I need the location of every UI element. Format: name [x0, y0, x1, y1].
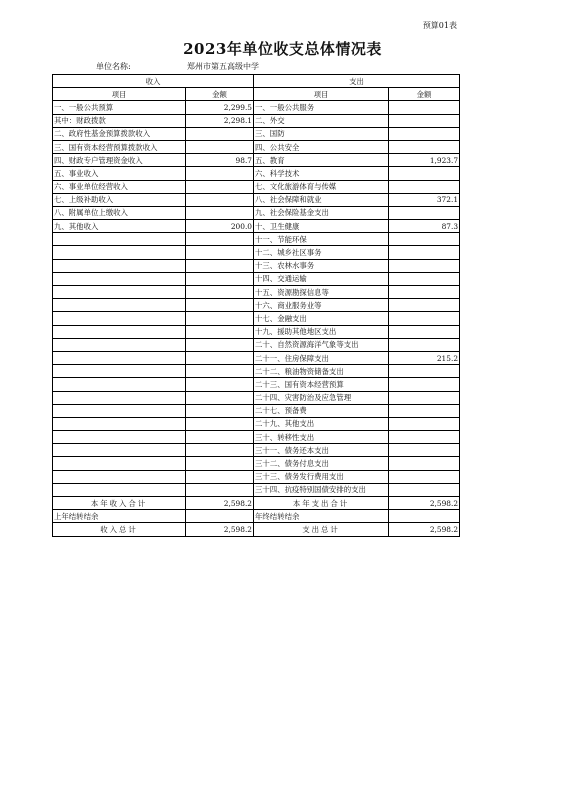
- table-body: [53, 101, 460, 497]
- expense-amount-cell: [389, 259, 460, 272]
- income-amount-cell: [186, 127, 254, 140]
- income-amount-cell: [186, 404, 254, 417]
- expense-amount-cell: [389, 206, 460, 219]
- income-amount-cell: [186, 259, 254, 272]
- income-amount-cell: [186, 299, 254, 312]
- expense-item-cell: 二十、自然资源海洋气象等支出: [254, 338, 389, 351]
- expense-amount-cell: [389, 299, 460, 312]
- expense-item-cell: 二十二、粮油物资储备支出: [254, 365, 389, 378]
- expense-item-cell: 一、一般公共服务: [254, 101, 389, 114]
- income-amount-cell: 2,299.5: [186, 101, 254, 114]
- table-row: [53, 167, 460, 180]
- income-item-cell: 六、事业单位经营收入: [53, 180, 186, 193]
- income-amount-cell: [186, 338, 254, 351]
- expense-amount-cell: [389, 470, 460, 483]
- expense-item-cell: 二十七、预备费: [254, 404, 389, 417]
- table-row: [53, 206, 460, 219]
- expense-item-cell: 十九、援助其他地区支出: [254, 325, 389, 338]
- expense-amount-cell: [389, 114, 460, 127]
- expense-amount-cell: 1,923.7: [389, 154, 460, 167]
- budget-table: [52, 74, 460, 537]
- income-item-cell: [53, 365, 186, 378]
- income-item-cell: [53, 272, 186, 285]
- income-amount-cell: [186, 417, 254, 430]
- expense-amount-cell: [389, 233, 460, 246]
- expense-item-cell: 二十九、其他支出: [254, 417, 389, 430]
- income-item-cell: [53, 444, 186, 457]
- year-expense-label: 本年支出合计: [254, 497, 389, 510]
- income-item-cell: [53, 417, 186, 430]
- expense-amount-cell: [389, 286, 460, 299]
- income-item-cell: [53, 351, 186, 364]
- income-item-cell: [53, 391, 186, 404]
- income-amount-cell: [186, 167, 254, 180]
- expense-amount-cell: [389, 246, 460, 259]
- income-amount-cell: [186, 272, 254, 285]
- income-item-cell: [53, 431, 186, 444]
- income-item-cell: [53, 325, 186, 338]
- table-row: [53, 114, 460, 127]
- expense-item-cell: 十、卫生健康: [254, 220, 389, 233]
- expense-amount-cell: [389, 431, 460, 444]
- expense-amount-cell: [389, 140, 460, 153]
- expense-amount-cell: [389, 378, 460, 391]
- expense-item-cell: 十六、商业服务业等: [254, 299, 389, 312]
- income-item-cell: [53, 338, 186, 351]
- page-title: 2023年单位收支总体情况表: [183, 40, 382, 58]
- income-item-cell: [53, 299, 186, 312]
- income-amount-cell: [186, 470, 254, 483]
- expense-amount-cell: [389, 404, 460, 417]
- income-amount-cell: [186, 140, 254, 153]
- income-amount-cell: [186, 457, 254, 470]
- income-amount-cell: [186, 483, 254, 496]
- table-row: [53, 457, 460, 470]
- expense-amount-cell: [389, 272, 460, 285]
- table-row: [53, 233, 460, 246]
- section-header-row: [53, 75, 460, 88]
- income-amount-cell: [186, 286, 254, 299]
- expense-item-cell: 二十四、灾害防治及应急管理: [254, 391, 389, 404]
- table-row: [53, 431, 460, 444]
- income-item-cell: [53, 483, 186, 496]
- income-item-cell: [53, 470, 186, 483]
- total-expense-amount: 2,598.2: [389, 523, 460, 536]
- expense-amount-cell: [389, 365, 460, 378]
- table-row: [53, 470, 460, 483]
- table-row: [53, 444, 460, 457]
- income-header: 收入: [53, 75, 254, 88]
- expense-amount-cell: [389, 325, 460, 338]
- table-row: [53, 338, 460, 351]
- expense-amount-cell: 215.2: [389, 351, 460, 364]
- table-row: [53, 365, 460, 378]
- income-amount-cell: [186, 351, 254, 364]
- income-amount-cell: 98.7: [186, 154, 254, 167]
- expense-item-cell: 二十三、国有资本经营预算: [254, 378, 389, 391]
- expense-item-cell: 九、社会保险基金支出: [254, 206, 389, 219]
- total-income-label: 收入总计: [53, 523, 186, 536]
- year-income-label: 本年收入合计: [53, 497, 186, 510]
- income-item-cell: 二、政府性基金预算拨款收入: [53, 127, 186, 140]
- table-row: [53, 378, 460, 391]
- expense-header: 支出: [254, 75, 460, 88]
- income-item-cell: 七、上级补助收入: [53, 193, 186, 206]
- income-amount-cell: [186, 233, 254, 246]
- income-amount-cell: [186, 431, 254, 444]
- table-row: [53, 325, 460, 338]
- total-expense-label: 支出总计: [254, 523, 389, 536]
- income-amount-cell: [186, 378, 254, 391]
- expense-item-cell: 二、外交: [254, 114, 389, 127]
- carryover-row: [53, 510, 460, 523]
- unit-label: 单位名称:: [96, 62, 131, 71]
- table-row: [53, 140, 460, 153]
- income-item-cell: 其中：财政拨款: [53, 114, 186, 127]
- income-item-cell: 五、事业收入: [53, 167, 186, 180]
- income-item-cell: [53, 312, 186, 325]
- income-item-cell: 九、其他收入: [53, 220, 186, 233]
- income-item-cell: 三、国有资本经营预算拨款收入: [53, 140, 186, 153]
- table-row: [53, 483, 460, 496]
- income-item-cell: 四、财政专户管理资金收入: [53, 154, 186, 167]
- expense-amount-cell: 87.3: [389, 220, 460, 233]
- income-amount-header: 金额: [186, 88, 254, 101]
- income-item-cell: [53, 259, 186, 272]
- income-amount-cell: [186, 325, 254, 338]
- expense-item-cell: 三、国防: [254, 127, 389, 140]
- income-amount-cell: [186, 206, 254, 219]
- table-row: [53, 272, 460, 285]
- table-row: [53, 101, 460, 114]
- table-row: [53, 404, 460, 417]
- expense-amount-cell: [389, 127, 460, 140]
- expense-amount-cell: [389, 391, 460, 404]
- column-header-row: [53, 88, 460, 101]
- table-row: [53, 286, 460, 299]
- income-amount-cell: [186, 365, 254, 378]
- table-row: [53, 417, 460, 430]
- table-row: [53, 246, 460, 259]
- expense-amount-cell: [389, 167, 460, 180]
- year-total-row: [53, 497, 460, 510]
- income-amount-cell: [186, 391, 254, 404]
- expense-item-cell: 十五、资源勘探信息等: [254, 286, 389, 299]
- table-row: [53, 154, 460, 167]
- expense-amount-cell: [389, 312, 460, 325]
- expense-amount-cell: [389, 180, 460, 193]
- income-amount-cell: 2,298.1: [186, 114, 254, 127]
- carryover-income-label: 上年结转结余: [53, 510, 186, 523]
- income-item-cell: 八、附属单位上缴收入: [53, 206, 186, 219]
- income-item-cell: [53, 404, 186, 417]
- expense-item-cell: 四、公共安全: [254, 140, 389, 153]
- expense-amount-cell: [389, 338, 460, 351]
- totals-body: [53, 497, 460, 537]
- table-row: [53, 180, 460, 193]
- expense-item-cell: 三十、转移性支出: [254, 431, 389, 444]
- table-row: [53, 259, 460, 272]
- unit-value: 郑州市第五高级中学: [187, 62, 259, 71]
- expense-item-cell: 十三、农林水事务: [254, 259, 389, 272]
- expense-item-cell: 十二、城乡社区事务: [254, 246, 389, 259]
- expense-amount-cell: 372.1: [389, 193, 460, 206]
- income-amount-cell: [186, 193, 254, 206]
- income-amount-cell: [186, 246, 254, 259]
- year-income-amount: 2,598.2: [186, 497, 254, 510]
- expense-item-cell: 八、社会保障和就业: [254, 193, 389, 206]
- income-amount-cell: [186, 312, 254, 325]
- table-row: [53, 220, 460, 233]
- income-amount-cell: [186, 180, 254, 193]
- expense-amount-cell: [389, 444, 460, 457]
- year-expense-amount: 2,598.2: [389, 497, 460, 510]
- expense-item-cell: 七、文化旅游体育与传媒: [254, 180, 389, 193]
- table-row: [53, 127, 460, 140]
- expense-item-cell: 十一、节能环保: [254, 233, 389, 246]
- expense-item-cell: 二十一、住房保障支出: [254, 351, 389, 364]
- expense-item-cell: 三十三、债务发行费用支出: [254, 470, 389, 483]
- expense-item-cell: 六、科学技术: [254, 167, 389, 180]
- table-row: [53, 299, 460, 312]
- income-amount-cell: [186, 444, 254, 457]
- expense-item-cell: 三十二、债务付息支出: [254, 457, 389, 470]
- income-item-cell: [53, 286, 186, 299]
- expense-amount-cell: [389, 483, 460, 496]
- income-item-cell: 一、一般公共预算: [53, 101, 186, 114]
- carryover-income-amount: [186, 510, 254, 523]
- income-item-cell: [53, 233, 186, 246]
- expense-amount-cell: [389, 101, 460, 114]
- expense-item-cell: 三十一、债务还本支出: [254, 444, 389, 457]
- table-row: [53, 351, 460, 364]
- grand-total-row: [53, 523, 460, 536]
- income-item-cell: [53, 246, 186, 259]
- expense-item-cell: 十七、金融支出: [254, 312, 389, 325]
- income-amount-cell: 200.0: [186, 220, 254, 233]
- expense-item-cell: 十四、交通运输: [254, 272, 389, 285]
- carryover-expense-amount: [389, 510, 460, 523]
- form-code: 预算01表: [422, 21, 457, 30]
- table-row: [53, 391, 460, 404]
- table-row: [53, 193, 460, 206]
- expense-item-cell: 三十四、抗疫特别国债安排的支出: [254, 483, 389, 496]
- income-item-cell: [53, 457, 186, 470]
- expense-amount-cell: [389, 417, 460, 430]
- table-row: [53, 312, 460, 325]
- carryover-expense-label: 年终结转结余: [254, 510, 389, 523]
- income-item-header: 项目: [53, 88, 186, 101]
- total-income-amount: 2,598.2: [186, 523, 254, 536]
- expense-item-header: 项目: [254, 88, 389, 101]
- expense-amount-header: 金额: [389, 88, 460, 101]
- expense-item-cell: 五、教育: [254, 154, 389, 167]
- expense-amount-cell: [389, 457, 460, 470]
- income-item-cell: [53, 378, 186, 391]
